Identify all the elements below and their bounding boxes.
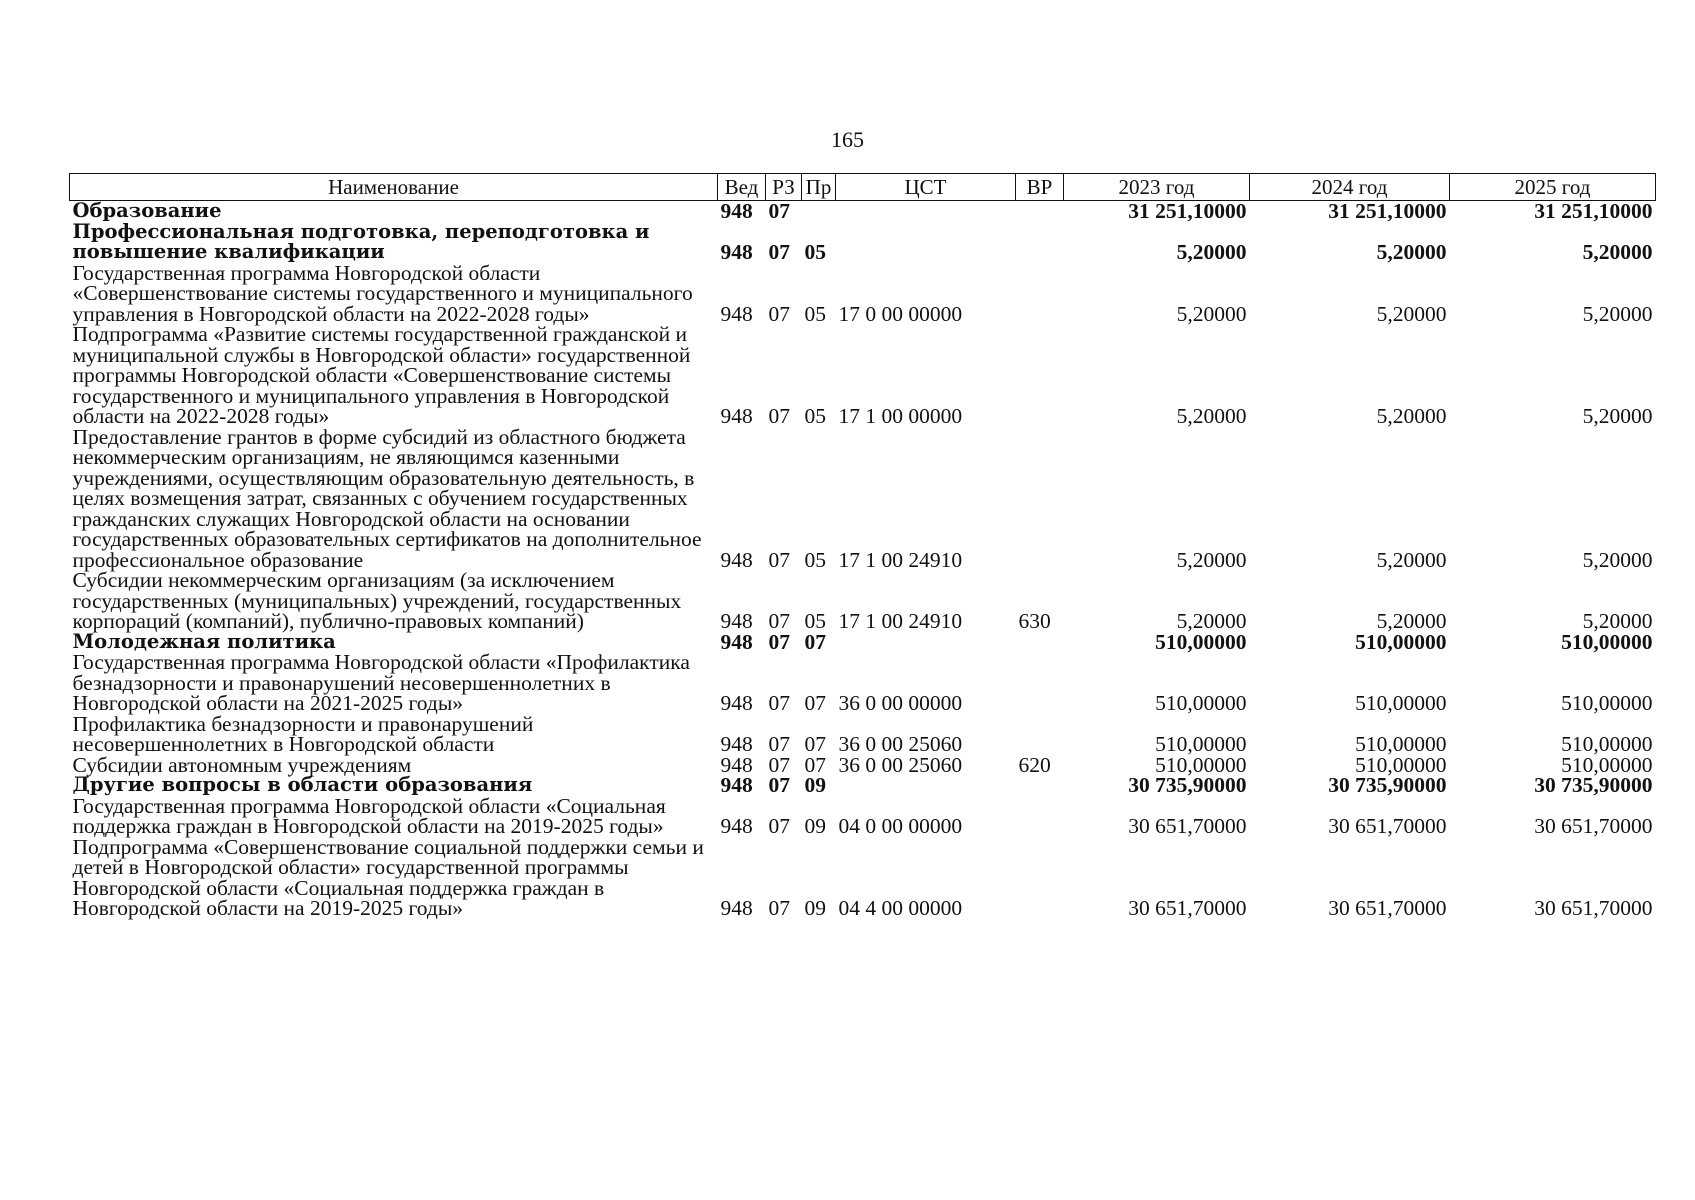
cell-2023: 5,20000 <box>1176 240 1247 264</box>
cell-2025: 510,00000 <box>1561 629 1653 654</box>
cell-2025: 510,00000 <box>1561 732 1653 756</box>
cell-2024: 5,20000 <box>1376 404 1447 428</box>
table-row <box>70 837 1656 919</box>
cell-ved: 948 <box>720 752 753 777</box>
cell-rz: 07 <box>768 240 790 264</box>
cell-vr <box>1016 652 1064 714</box>
cell-rz: 07 <box>768 609 790 633</box>
cell-rz: 07 <box>768 752 790 777</box>
cell-name: Государственная программа Новгородской области «Профилактика безнадзорности и правонарушений несовершеннолетних в Новгородской области на 2021-2025 годы» <box>72 650 690 715</box>
cell-2025: 510,00000 <box>1561 691 1653 715</box>
cell-2023: 510,00000 <box>1155 629 1247 654</box>
cell-ved: 948 <box>720 629 753 654</box>
cell-ved: 948 <box>720 814 753 838</box>
cell-2024: 5,20000 <box>1376 240 1447 264</box>
cell-pr <box>802 201 836 222</box>
cell-ved: 948 <box>720 547 753 572</box>
table-row <box>70 796 1656 837</box>
cell-cst: 17 0 00 00000 <box>838 301 963 326</box>
cell-name: Подпрограмма «Совершенствование социальной поддержки семьи и детей в Новгородской области» государственной программы Новгородской области «Социальная поддержка граждан в Новгородской области на 2019-2025 годы» <box>72 834 704 920</box>
cell-pr: 05 <box>804 404 826 428</box>
cell-vr <box>1016 775 1064 796</box>
header-vr: ВР <box>1016 174 1064 201</box>
cell-2024: 30 735,90000 <box>1328 773 1447 797</box>
cell-vr <box>1016 837 1064 919</box>
cell-name: Субсидии некоммерческим организациям (за исключением государственных (муниципальных) учреждений, государственных корпораций (компаний), публично-правовых компаний) <box>72 568 682 633</box>
cell-2025: 5,20000 <box>1582 301 1653 326</box>
cell-vr <box>1016 222 1064 263</box>
cell-vr <box>1016 714 1064 755</box>
cell-name: Предоставление грантов в форме субсидий из областного бюджета некоммерческим организациям, не являющимся казенными учреждениями, осуществляющим образовательную деятельность, в целях возмещения затрат, связанных с обучением государственных гражданских служащих Новгородской области на основании государственных образовательных сертификатов на дополнительное профессиональное образование <box>72 424 702 572</box>
cell-2024: 510,00000 <box>1355 691 1447 715</box>
cell-pr: 05 <box>804 301 826 326</box>
header-rz: РЗ <box>766 174 802 201</box>
cell-name: Профессиональная подготовка, переподготовка и повышение квалификации <box>72 219 650 263</box>
cell-pr: 05 <box>804 609 826 633</box>
cell-cst: 36 0 00 25060 <box>838 752 963 777</box>
section-row <box>70 222 1656 263</box>
cell-ved: 948 <box>720 732 753 756</box>
cell-name: Образование <box>72 199 222 222</box>
table-row <box>70 427 1656 571</box>
cell-2025: 30 735,90000 <box>1534 773 1653 797</box>
cell-cst: 36 0 00 25060 <box>838 732 963 756</box>
cell-2023: 5,20000 <box>1176 301 1247 326</box>
cell-cst <box>836 632 1016 653</box>
cell-2025: 30 651,70000 <box>1534 896 1653 920</box>
cell-cst: 17 1 00 00000 <box>838 404 963 428</box>
cell-cst <box>836 775 1016 796</box>
cell-cst: 04 0 00 00000 <box>838 814 963 838</box>
cell-ved: 948 <box>720 691 753 715</box>
cell-ved: 948 <box>720 240 753 264</box>
cell-2023: 30 651,70000 <box>1128 896 1247 920</box>
cell-pr: 09 <box>804 773 826 797</box>
header-cst: ЦСТ <box>836 174 1016 201</box>
cell-2024: 30 651,70000 <box>1328 814 1447 838</box>
cell-2025: 31 251,10000 <box>1534 199 1653 223</box>
page-number: 165 <box>831 127 864 152</box>
cell-pr: 09 <box>804 896 826 920</box>
cell-pr: 07 <box>804 691 826 715</box>
cell-vr: 620 <box>1018 752 1051 777</box>
section-row <box>70 775 1656 796</box>
cell-vr <box>1016 796 1064 837</box>
cell-rz: 07 <box>768 896 790 920</box>
cell-2024: 31 251,10000 <box>1328 199 1447 223</box>
cell-2025: 30 651,70000 <box>1534 814 1653 838</box>
cell-ved: 948 <box>720 609 753 633</box>
cell-2024: 510,00000 <box>1355 732 1447 756</box>
cell-2023: 5,20000 <box>1176 404 1247 428</box>
section-row <box>70 201 1656 222</box>
cell-cst: 17 1 00 24910 <box>838 547 963 572</box>
cell-ved: 948 <box>720 896 753 920</box>
cell-name: Государственная программа Новгородской области «Совершенствование системы государственного и муниципального управления в Новгородской области на 2022-2028 годы» <box>72 260 693 326</box>
cell-2023: 30 651,70000 <box>1128 814 1247 838</box>
cell-rz: 07 <box>768 814 790 838</box>
cell-2023: 5,20000 <box>1176 609 1247 633</box>
cell-2025: 510,00000 <box>1561 752 1653 777</box>
cell-rz: 07 <box>768 301 790 326</box>
cell-name: Молодежная политика <box>72 629 336 653</box>
table-row <box>70 324 1656 427</box>
cell-pr: 07 <box>804 629 826 654</box>
cell-ved: 948 <box>720 773 753 797</box>
cell-pr: 07 <box>804 732 826 756</box>
header-pr: Пр <box>802 174 836 201</box>
cell-2024: 510,00000 <box>1355 752 1447 777</box>
table-header-row <box>70 174 1656 201</box>
cell-2025: 5,20000 <box>1582 609 1653 633</box>
table-row <box>70 755 1656 776</box>
cell-vr <box>1016 263 1064 325</box>
header-2024: 2024 год <box>1250 174 1450 201</box>
header-name: Наименование <box>70 174 718 201</box>
cell-pr: 09 <box>804 814 826 838</box>
cell-rz: 07 <box>768 404 790 428</box>
cell-vr <box>1016 201 1064 222</box>
cell-2023: 510,00000 <box>1155 732 1247 756</box>
table-row <box>70 714 1656 755</box>
cell-pr: 05 <box>804 547 826 572</box>
cell-2023: 510,00000 <box>1155 691 1247 715</box>
cell-name: Другие вопросы в области образования <box>72 773 533 796</box>
cell-2024: 30 651,70000 <box>1328 896 1447 920</box>
cell-rz: 07 <box>768 773 790 797</box>
cell-2024: 5,20000 <box>1376 609 1447 633</box>
section-row <box>70 632 1656 653</box>
cell-2024: 5,20000 <box>1376 301 1447 326</box>
cell-cst: 36 0 00 00000 <box>838 691 963 715</box>
cell-vr <box>1016 324 1064 427</box>
cell-2023: 5,20000 <box>1176 547 1247 572</box>
cell-2025: 5,20000 <box>1582 404 1653 428</box>
table-row <box>70 652 1656 714</box>
cell-2023: 30 735,90000 <box>1128 773 1247 797</box>
header-2025: 2025 год <box>1450 174 1656 201</box>
cell-vr <box>1016 632 1064 653</box>
cell-cst <box>836 222 1016 263</box>
cell-ved: 948 <box>720 301 753 326</box>
cell-rz: 07 <box>768 691 790 715</box>
table-row <box>70 263 1656 325</box>
cell-2025: 5,20000 <box>1582 547 1653 572</box>
cell-2023: 31 251,10000 <box>1128 199 1247 223</box>
cell-rz: 07 <box>768 547 790 572</box>
header-ved: Вед <box>718 174 766 201</box>
cell-ved: 948 <box>720 199 753 223</box>
cell-name: Субсидии автономным учреждениям <box>72 752 412 777</box>
table-row <box>70 570 1656 632</box>
cell-name: Профилактика безнадзорности и правонарушений несовершеннолетних в Новгородской области <box>72 711 534 756</box>
cell-rz: 07 <box>768 732 790 756</box>
cell-2023: 510,00000 <box>1155 752 1247 777</box>
cell-vr: 630 <box>1018 609 1051 633</box>
cell-rz: 07 <box>768 629 790 654</box>
cell-2025: 5,20000 <box>1582 240 1653 264</box>
cell-name: Государственная программа Новгородской области «Социальная поддержка граждан в Новгородской области на 2019-2025 годы» <box>72 793 666 838</box>
cell-cst: 04 4 00 00000 <box>838 896 963 920</box>
cell-pr: 07 <box>804 752 826 777</box>
cell-pr: 05 <box>804 240 826 264</box>
cell-cst <box>836 201 1016 222</box>
cell-2024: 510,00000 <box>1355 629 1447 654</box>
cell-rz: 07 <box>768 199 790 223</box>
header-2023: 2023 год <box>1064 174 1250 201</box>
cell-cst: 17 1 00 24910 <box>838 609 963 633</box>
cell-2024: 5,20000 <box>1376 547 1447 572</box>
budget-table <box>69 173 1656 919</box>
cell-name: Подпрограмма «Развитие системы государственной гражданской и муниципальной службы в Новгородской области» государственной программы Новгородской области «Совершенствование системы государственного и муниципального управления в Новгородской области на 2022-2028 годы» <box>72 322 691 428</box>
cell-vr <box>1016 427 1064 571</box>
cell-ved: 948 <box>720 404 753 428</box>
